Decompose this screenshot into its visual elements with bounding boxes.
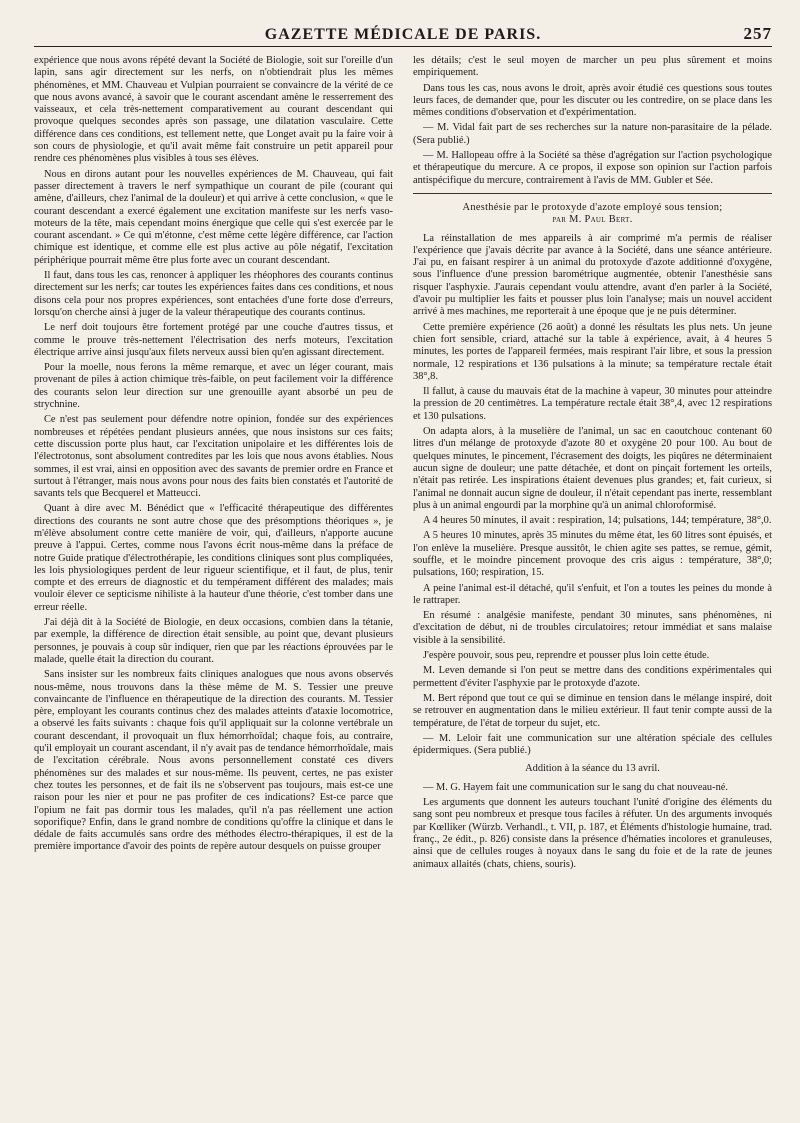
paragraph: les détails; c'est le seul moyen de marcher un peu plus sûrement et moins empiriquement. [413,55,772,79]
journal-title: GAZETTE MÉDICALE DE PARIS. [264,26,542,43]
paragraph: J'ai déjà dit à la Société de Biologie, en deux occasions, combien dans la tétanie, par exemple, la différence de direction était sensible, au point que, devant plusieurs personnes, je pouvais à coup sûr indiquer, rien que par les réactions éprouvées par le malade, quelle était la direction du courant. [34,617,393,665]
paragraph: — M. Leloir fait une communication sur une altération spéciale des cellules épidermiques. (Sera publié.) [413,732,772,757]
running-head [34,24,772,47]
page-number: 257 [743,24,772,43]
paragraph: Pour la moelle, nous ferons la même remarque, et avec un léger courant, mais provenant de piles à action chimique très-faible, on peut facilement voir la différence des courants selon leur direction sur une grenouille ayant absorbé un peu de strychnine. [34,362,393,411]
paragraph: Il faut, dans tous les cas, renoncer à appliquer les rhéophores des courants continus directement sur les nerfs; car toutes les expériences faites dans ces conditions, et nous disons cela pour nos propres expériences, sont entachées d'une forte dose d'erreurs, lorsqu'on cherche ainsi à juger de la valeur thérapeutique des courants continus. [34,270,393,318]
paragraph: Nous en dirons autant pour les nouvelles expériences de M. Chauveau, qui fait passer directement à travers le nerf sympathique un courant de pile (courant qui amène, d'ailleurs, chez l'animal de la douleur) et qui arrive à cette conclusion, « que le courant descendant a exercé également une excitation manifeste sur les nerfs vaso-moteurs de la tête, mais cependant moins énergique que celle qui s'est exercée par le courant ascendant. » Ce qui m'étonne, c'est même cette légère différence, car l'action chimique est identique, et comme elle est plus active au pôle négatif, l'excitation périphérique pourrait même être plus forte avec un courant descendant. [34,168,393,266]
paragraph: Ce n'est pas seulement pour défendre notre opinion, fondée sur des expériences nombreuses et répétées pendant plusieurs années, que nous insistons sur ces faits; cette discussion porte plus haut, car l'excitation unipolaire et les différentes lois de l'électrotonus, sont absolument contredites par les lois que nous avons établies. Nous sommes, il est vrai, ainsi en opposition avec des savants de premier ordre en France et surtout à l'étranger, mais nous avons pour nous des faits bien constatés et l'autorité de savants tels que Becquerel et Matteucci. [34,414,393,500]
section-byline: par M. Paul Bert. [552,214,633,226]
paragraph: Le nerf doit toujours être fortement protégé par une couche d'autres tissus, et comme le prouve très-nettement l'électrisation des nerfs moteurs, l'excitation électrique arrive ainsi jusqu'aux filets nerveux aussi bien qu'en agissant directement. [34,322,393,358]
paragraph: A peine l'animal est-il détaché, qu'il s'enfuit, et l'on a toutes les peines du monde à le rattraper. [413,582,772,606]
paragraph: J'espère pouvoir, sous peu, reprendre et pousser plus loin cette étude. [423,650,710,662]
paragraph: La réinstallation de mes appareils à air comprimé m'a permis de réaliser l'expérience que j'avais décrite par avance à la Société, dans une séance antérieure. J'ai pu, en faisant respirer à un animal du protoxyde d'azote additionné d'oxygène, sous l'influence d'une pression barométrique augmentée, obtenir l'anesthésie sans risquer l'asphyxie. J'aurais cependant voulu attendre, avant d'en parler à la Société, d'avoir pu multiplier les faits et pousser plus loin l'analyse; mais un nouvel accident arrivé à mes machines, me reporterait à une époque que je ne puis déterminer. [413,232,772,318]
paragraph: A 5 heures 10 minutes, après 35 minutes du même état, les 60 litres sont épuisés, et l'on enlève la muselière. Presque aussitôt, le chien agite ses pattes, se remue, gémit, souffle, et le moindre pincement provoque des cris aigus : température, 38°,0; pulsations, 160; respiration, 15. [413,530,772,579]
left-column [34,55,393,1105]
paragraph: — M. Hallopeau offre à la Société sa thèse d'agrégation sur l'action psychologique et thérapeutique du mercure. A ce propos, il expose son opinion sur l'action parfois antispécifique du mercure, contrairement à l'avis de MM. Gubler et Sée. [413,150,772,186]
paragraph: Les arguments que donnent les auteurs touchant l'unité d'origine des éléments du sang sont peu nombreux et presque tous faciles à réfuter. Un des arguments invoqués par Kœlliker (Würzb. Verhandl., t. VII, p. 187, et Éléments d'histologie humaine, trad. franç., 2e édit., p. 826) consiste dans la présence d'hématies incolores et granuleuses, ainsi que de cellules rouges à noyaux dans le sang du foie et de la rate de jeunes animaux allaités (chats, chiens, souris). [413,797,772,870]
paragraph: Quant à dire avec M. Bénédict que « l'efficacité thérapeutique des différentes directions des courants ne sont autre chose que des présomptions théoriques », je m'élève absolument contre cette manière de voir, qui, d'ailleurs, n'apporte aucune preuve à l'appui. Certes, comme nous l'avons écrit nous-même dans la préface de notre Guide pratique d'électrothérapie, les conditions cliniques sont plus compliquées, les lois physiologiques perdent de leur rigueur scientifique, et il faut, de plus, tenir compte et des erreurs de diagnostic et du tempérament différent des malades; mais vouloir élever ce septicisme nihiliste à la hauteur d'une théorie, c'est tomber dans une erreur réelle. [34,503,393,613]
addition-heading: Addition à la séance du 13 avril. [525,763,660,775]
paragraph: Dans tous les cas, nous avons le droit, après avoir étudié ces questions sous toutes leurs faces, de demander que, pour les discuter ou les contredire, on se place dans les mêmes conditions d'observation et d'expérimentation. [413,82,772,119]
right-column [413,55,772,1105]
paragraph: expérience que nous avons répété devant la Société de Biologie, soit sur l'oreille d'un lapin, sans agir directement sur les nerfs, on n'obtiendrait plus les mêmes phénomènes, et MM. Chauveau et Vulpian pourraient se convaincre de la vérité de ce que nous avons avancé, à savoir que le courant ascendant amène le resserrement des vaisseaux, et cela très-nettement comparativement au courant descendant qui provoque quelques secondes après son passage, une dilatation vasculaire. Cette différence dans ces conditions, est tellement nette, que Longet avait pu la faire voir à son cours de physiologie, et qu'il avait même fait construire un petit appareil pour rendre ces phénomènes plus visibles à tous ses élèves. [34,55,393,165]
section-divider [413,193,772,194]
paragraph: — M. Vidal fait part de ses recherches sur la nature non-parasitaire de la pélade. (Sera publié.) [413,122,772,146]
paragraph: En résumé : analgésie manifeste, pendant 30 minutes, sans phénomènes, ni d'excitation de début, ni de troubles circulatoires; retour immédiat et sans malaise visible à la sensibilité. [413,610,772,646]
paragraph: M. Bert répond que tout ce qui se diminue en tension dans le mélange inspiré, doit se retrouver en augmentation dans le milieu extérieur. Il faut tenir compte aussi de la température, de l'état de torpeur du sujet, etc. [413,692,772,729]
paragraph: On adapta alors, à la muselière de l'animal, un sac en caoutchouc contenant 60 litres d'un mélange de protoxyde d'azote 80 et oxygène 20 pour 100. Au bout de quelques minutes, le pincement, l'écrasement des doigts, les piqûres ne déterminaient aucun signe de douleur; une patte détachée, et dont on pinçait fortement les orteils, n'était pas retirée. Les inspirations étaient devenues plus grandes; et, fait curieux, si l'animal ne donnait aucun signe de douleur, il n'était cependant pas inerte, ressemblant plus à un animal engourdi par la morphine qu'à un animal chloroformisé. [413,426,772,511]
section-heading [413,202,772,227]
paragraph: Il fallut, à cause du mauvais état de la machine à vapeur, 30 minutes pour atteindre la pression de 20 centimètres. La température rectale était 38°,4, avec 12 respirations et 130 pulsations. [413,386,772,422]
paragraph: Sans insister sur les nombreux faits cliniques analogues que nous avons observés nous-même, nous trouvons dans la thèse même de M. S. Tessier une preuve convaincante de l'influence en thérapeutique de la direction des courants. M. Tessier père, employant les courants continus chez des malades atteints d'ataxie locomotrice, a observé les faits suivants : chaque fois qu'il appliquait sur la colonne vertébrale un courant descendant, il provoquait un flux hémorrhoïdal; chaque fois, au contraire, qu'il employait un courant ascendant, il n'y avait pas de tendance hémorrhoïdale, mais de l'excitation cérébrale. Nous avons personnellement constaté ces divers phénomènes sur des malades et sur nous-même. Ils peuvent, certes, ne pas exister chez toutes les personnes, et de fait ils ne s'observent pas toujours, mais est-ce une raison pour les nier et pour ne pas profiter de ces indications? Est-ce parce que l'opium ne fait pas dormir tous les malades, qu'il n'a pas réellement une action soporifique? Enfin, dans le grand nombre de conditions qu'offre la clinique et dans le dédale de faits accumulés sans ordre des méthodes électro-thérapiques, il est de la première importance d'avoir des points de repère autour desquels on puisse grouper [34,669,393,853]
paragraph: A 4 heures 50 minutes, il avait : respiration, 14; pulsations, 144; température, 38°,0. [423,515,772,527]
two-column-body [34,55,772,1105]
paragraph: — M. G. Hayem fait une communication sur le sang du chat nouveau-né. [423,781,728,793]
section-title: Anesthésie par le protoxyde d'azote employé sous tension; [462,201,723,213]
paragraph: Cette première expérience (26 août) a donné les résultats les plus nets. Un jeune chien fort sensible, criard, attaché sur la table à expérience, avait, à 4 heures 5 minutes, les portes de l'appareil fermées, mais respirant l'air libre, et sous la pression normale, 12 respirations et 136 pulsations à la minute; sa température rectale était 38°,8. [413,321,772,382]
paragraph: M. Leven demande si l'on peut se mettre dans des conditions expérimentales qui permettent d'éviter l'asphyxie par le protoxyde d'azote. [413,665,772,689]
